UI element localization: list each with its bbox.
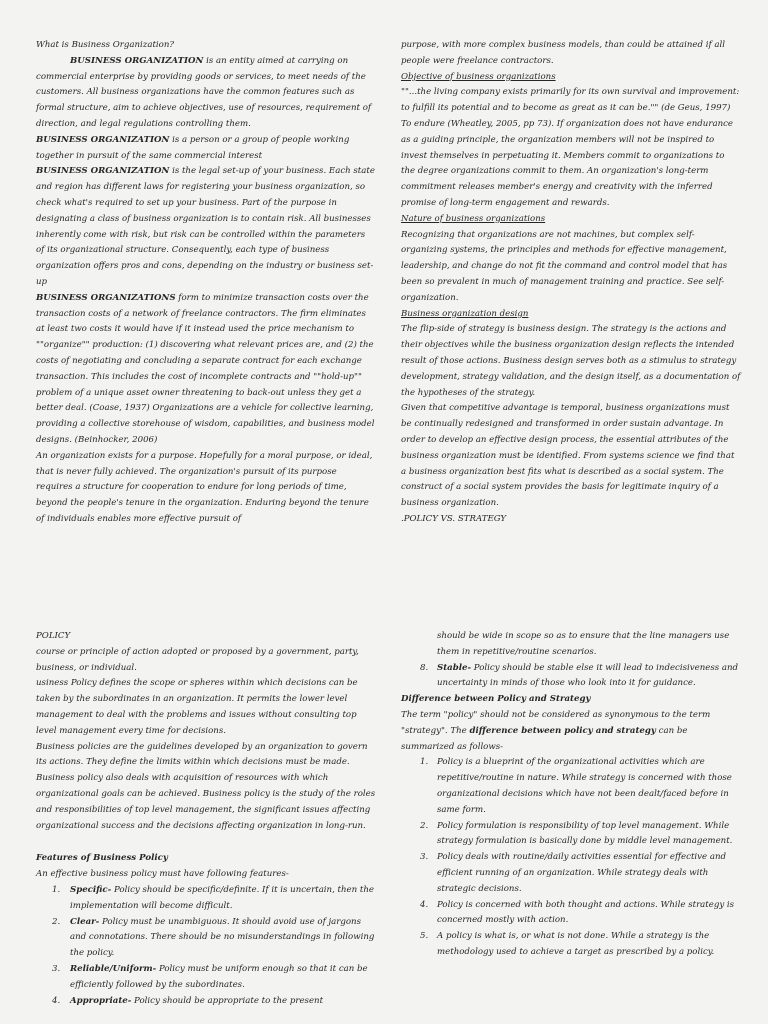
list-item: [401, 819, 741, 851]
features-intro: An effective business policy must have following features-: [36, 869, 289, 880]
feature-text: Policy must be unambiguous. It should avoid use of jargons and connotations. There should be no misunderstandings in following the policy.: [70, 916, 375, 959]
features-list: [36, 883, 376, 1009]
item-number: 4.: [52, 995, 61, 1006]
design-paragraph-2: Given that competitive advantage is temporal, business organizations must be continually redesigned and transformed in order sustain advantage. In order to develop an effective design process, the essential attributes of the business organization must be identified. From systems science we find that a business organization best fits what is described as a social system. The construct of a social system provides the basis for legitimate inquiry of a business organization.: [401, 403, 735, 509]
item-text: Policy formulation is responsibility of top level management. While strategy formulation is basically done by middle level management.: [437, 820, 733, 847]
features-heading: Features of Business Policy: [36, 853, 168, 864]
list-item: [36, 915, 376, 962]
intro-text-end: can be summarized as follows-: [401, 725, 688, 752]
feature-term: Stable-: [437, 662, 472, 673]
list-item: [401, 898, 741, 930]
column-2: [401, 38, 741, 528]
definition-paragraph-2: [36, 133, 376, 165]
item-number: 4.: [420, 899, 429, 910]
term: BUSINESS ORGANIZATIONS: [36, 292, 176, 303]
item-number: 2.: [420, 820, 429, 831]
item-text: Policy deals with routine/daily activities essential for effective and efficient running of an organization. While strategy deals with strategic decisions.: [437, 852, 726, 894]
item-number: 8.: [420, 662, 429, 673]
paragraph-text: is an entity aimed at carrying on commercial enterprise by providing goods or services, to meet needs of the customers. All business organizations have the common features such as formal structure, aim to achieve objectives, use of resources, requirement of direction, and legal regulations controlling them.: [36, 55, 372, 129]
endure-paragraph: To endure (Wheatley, 2005, pp 73). If organization does not have endurance as a guiding principle, the organization members will not be inspired to invest themselves in perpetuating it. Members commit to organizations to the degree organizations commit to them. An organization's long-term commitment releases member's energy and creativity with the inferred promise of long-term engagement and rewards.: [401, 118, 734, 208]
item-number: 5.: [420, 931, 429, 942]
section-heading-objective: Objective of business organizations: [401, 71, 556, 82]
feature-text: Policy should be appropriate to the present: [131, 995, 324, 1006]
section-heading-design: Business organization design: [401, 308, 529, 319]
term: BUSINESS ORGANIZATION: [70, 55, 204, 66]
definition-paragraph-1: [36, 54, 376, 133]
term: BUSINESS ORGANIZATION: [36, 134, 170, 145]
item-number: 3.: [420, 852, 429, 863]
list-item: [36, 994, 376, 1010]
definition-paragraph-3: [36, 164, 376, 290]
list-item: [401, 929, 741, 961]
feature-text: Policy should be stable else it will lead to indecisiveness and uncertainty in minds of those who look into it for guidance.: [437, 662, 739, 689]
feature-term: Appropriate-: [70, 995, 132, 1006]
column-3: [36, 629, 376, 1009]
definition-paragraph-4: [36, 291, 376, 449]
feature-term: Clear-: [70, 916, 100, 927]
purpose-paragraph: An organization exists for a purpose. Hopefully for a moral purpose, or ideal, that is never fully achieved. The organization's pursuit of its purpose requires a structure for cooperation to endure for long periods of time, beyond the people's tenure in the organization. Enduring beyond the tenure of individuals enables more effective pursuit of: [36, 450, 373, 524]
item-text: A policy is what is, or what is not done. While a strategy is the methodology used to achieve a target as prescribed by a policy.: [437, 931, 715, 957]
continuation-paragraph: purpose, with more complex business models, than could be attained if all people were freelance contractors.: [401, 40, 726, 66]
difference-list: [401, 755, 741, 960]
section-heading-nature: Nature of business organizations: [401, 213, 546, 224]
item-text: Policy is concerned with both thought and actions. While strategy is concerned mostly with action.: [437, 899, 735, 926]
business-policy-paragraph-2: Business policies are the guidelines developed by an organization to govern its actions. They define the limits within which decisions must be made. Business policy also deals with acquisition of resources with which organizational goals can be achieved. Business policy is the study of the roles and responsibilities of top level management, the significant issues affecting organizational success and the decisions affecting organization in long-run.: [36, 741, 376, 831]
feature-term: Reliable/Uniform-: [70, 963, 157, 974]
nature-paragraph: Recognizing that organizations are not machines, but complex self-organizing systems, the principles and methods for effective management, leadership, and change do not fit the command and control model that has been so prevalent in much of management training and practice. See self-organization.: [401, 229, 728, 303]
policy-vs-strategy-heading: .POLICY VS. STRATEGY: [401, 513, 507, 524]
policy-definition: course or principle of action adopted or proposed by a government, party, business, or individual.: [36, 646, 359, 673]
item-text: Policy is a blueprint of the organizational activities which are repetitive/routine in nature. While strategy is concerned with those organizational decisions which have not been dealt/faced before in same form.: [437, 757, 732, 815]
list-item: [36, 962, 376, 994]
paragraph-text: form to minimize transaction costs over the transaction costs of a network of freelance contractors. The firm eliminates at least two costs it would have if it instead used the price mechanism to ""organize"" production: (1) discovering what relevant prices are, and (2) the costs of negotiating and concluding a separate contract for each exchange transaction. This includes the cost of incomplete contracts and ""hold-up"" problem of a unique asset owner threatening to back-out unless they get a better deal. (Coase, 1937) Organizations are a vehicle for collective learning, providing a collective storehouse of wisdom, capabilities, and business model designs. (Beinhocker, 2006): [36, 292, 375, 445]
paragraph-text: is the legal set-up of your business. Each state and region has different laws for registering your business organization, so check what's required to set up your business. Part of the purpose in designating a class of business organization is to contain risk. All businesses inherently come with risk, but risk can be controlled within the parameters of its organizational structure. Consequently, each type of business organization offers pros and cons, depending on the industry or business set-up: [36, 166, 375, 287]
difference-intro: [401, 708, 741, 755]
feature-continuation: should be wide in scope so as to ensure that the line managers use them in repetitive/routine scenarios.: [437, 631, 730, 657]
term: BUSINESS ORGANIZATION: [36, 166, 170, 177]
list-item: [36, 883, 376, 915]
quote-paragraph: ""...the living company exists primarily for its own survival and improvement: to fulfill its potential and to become as great as it can be."" (de Geus, 1997): [401, 87, 740, 114]
item-number: 1.: [420, 757, 429, 768]
column-1: [36, 38, 376, 528]
feature-text: Policy must be uniform enough so that it can be efficiently followed by the subordinates.: [70, 963, 368, 990]
list-item: [401, 661, 741, 693]
list-item: [401, 755, 741, 818]
question-heading: What is Business Organization?: [36, 40, 174, 50]
intro-text: The term "policy" should not be considered as synonymous to the term "strategy". The: [401, 709, 711, 736]
paragraph-text: is a person or a group of people working together in pursuit of the same commercial interest: [36, 134, 350, 161]
policy-heading: POLICY: [36, 631, 71, 641]
difference-heading: Difference between Policy and Strategy: [401, 694, 591, 705]
column-4: [401, 629, 741, 961]
business-policy-paragraph-1: usiness Policy defines the scope or spheres within which decisions can be taken by the subordinates in an organization. It permits the lower level management to deal with the problems and issues without consulting top level management every time for decisions.: [36, 678, 358, 736]
item-number: 2.: [52, 916, 61, 927]
feature-term: Specific-: [70, 884, 112, 895]
intro-bold-text: difference between policy and strategy: [469, 725, 656, 736]
feature-text: Policy should be specific/definite. If it is uncertain, then the implementation will become difficult.: [70, 884, 374, 911]
feature-8-list: [401, 661, 741, 693]
item-number: 3.: [52, 963, 61, 974]
list-item: [401, 850, 741, 897]
item-number: 1.: [52, 884, 61, 895]
design-paragraph-1: The flip-side of strategy is business design. The strategy is the actions and their objectives while the business organization design reflects the intended result of those actions. Business design serves both as a stimulus to strategy development, strategy validation, and the design itself, as a documentation of the hypotheses of the strategy.: [401, 324, 741, 398]
